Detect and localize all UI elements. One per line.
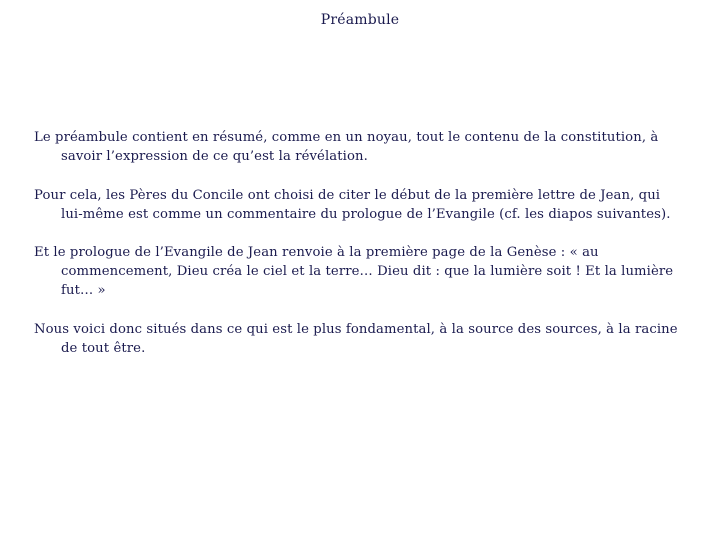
paragraph-3: Et le prologue de l’Evangile de Jean renvoie à la première page de la Genèse : « au commencement, Dieu créa le ciel et la terre… Dieu dit : que la lumière soit ! Et la lumière fut… » bbox=[34, 245, 674, 298]
slide-title: Préambule bbox=[320, 12, 400, 28]
paragraph-4: Nous voici donc situés dans ce qui est le plus fondamental, à la source des sources, à la racine de tout être. bbox=[34, 321, 678, 356]
paragraph-2: Pour cela, les Pères du Concile ont choisi de citer le début de la première lettre de Jean, qui lui-même est comme un commentaire du prologue de l’Evangile (cf. les diapos suivantes). bbox=[34, 187, 671, 222]
paragraph-1: Le préambule contient en résumé, comme en un noyau, tout le contenu de la constitution, à savoir l’expression de ce qu’est la révélation. bbox=[34, 130, 659, 164]
slide-body bbox=[34, 128, 684, 377]
